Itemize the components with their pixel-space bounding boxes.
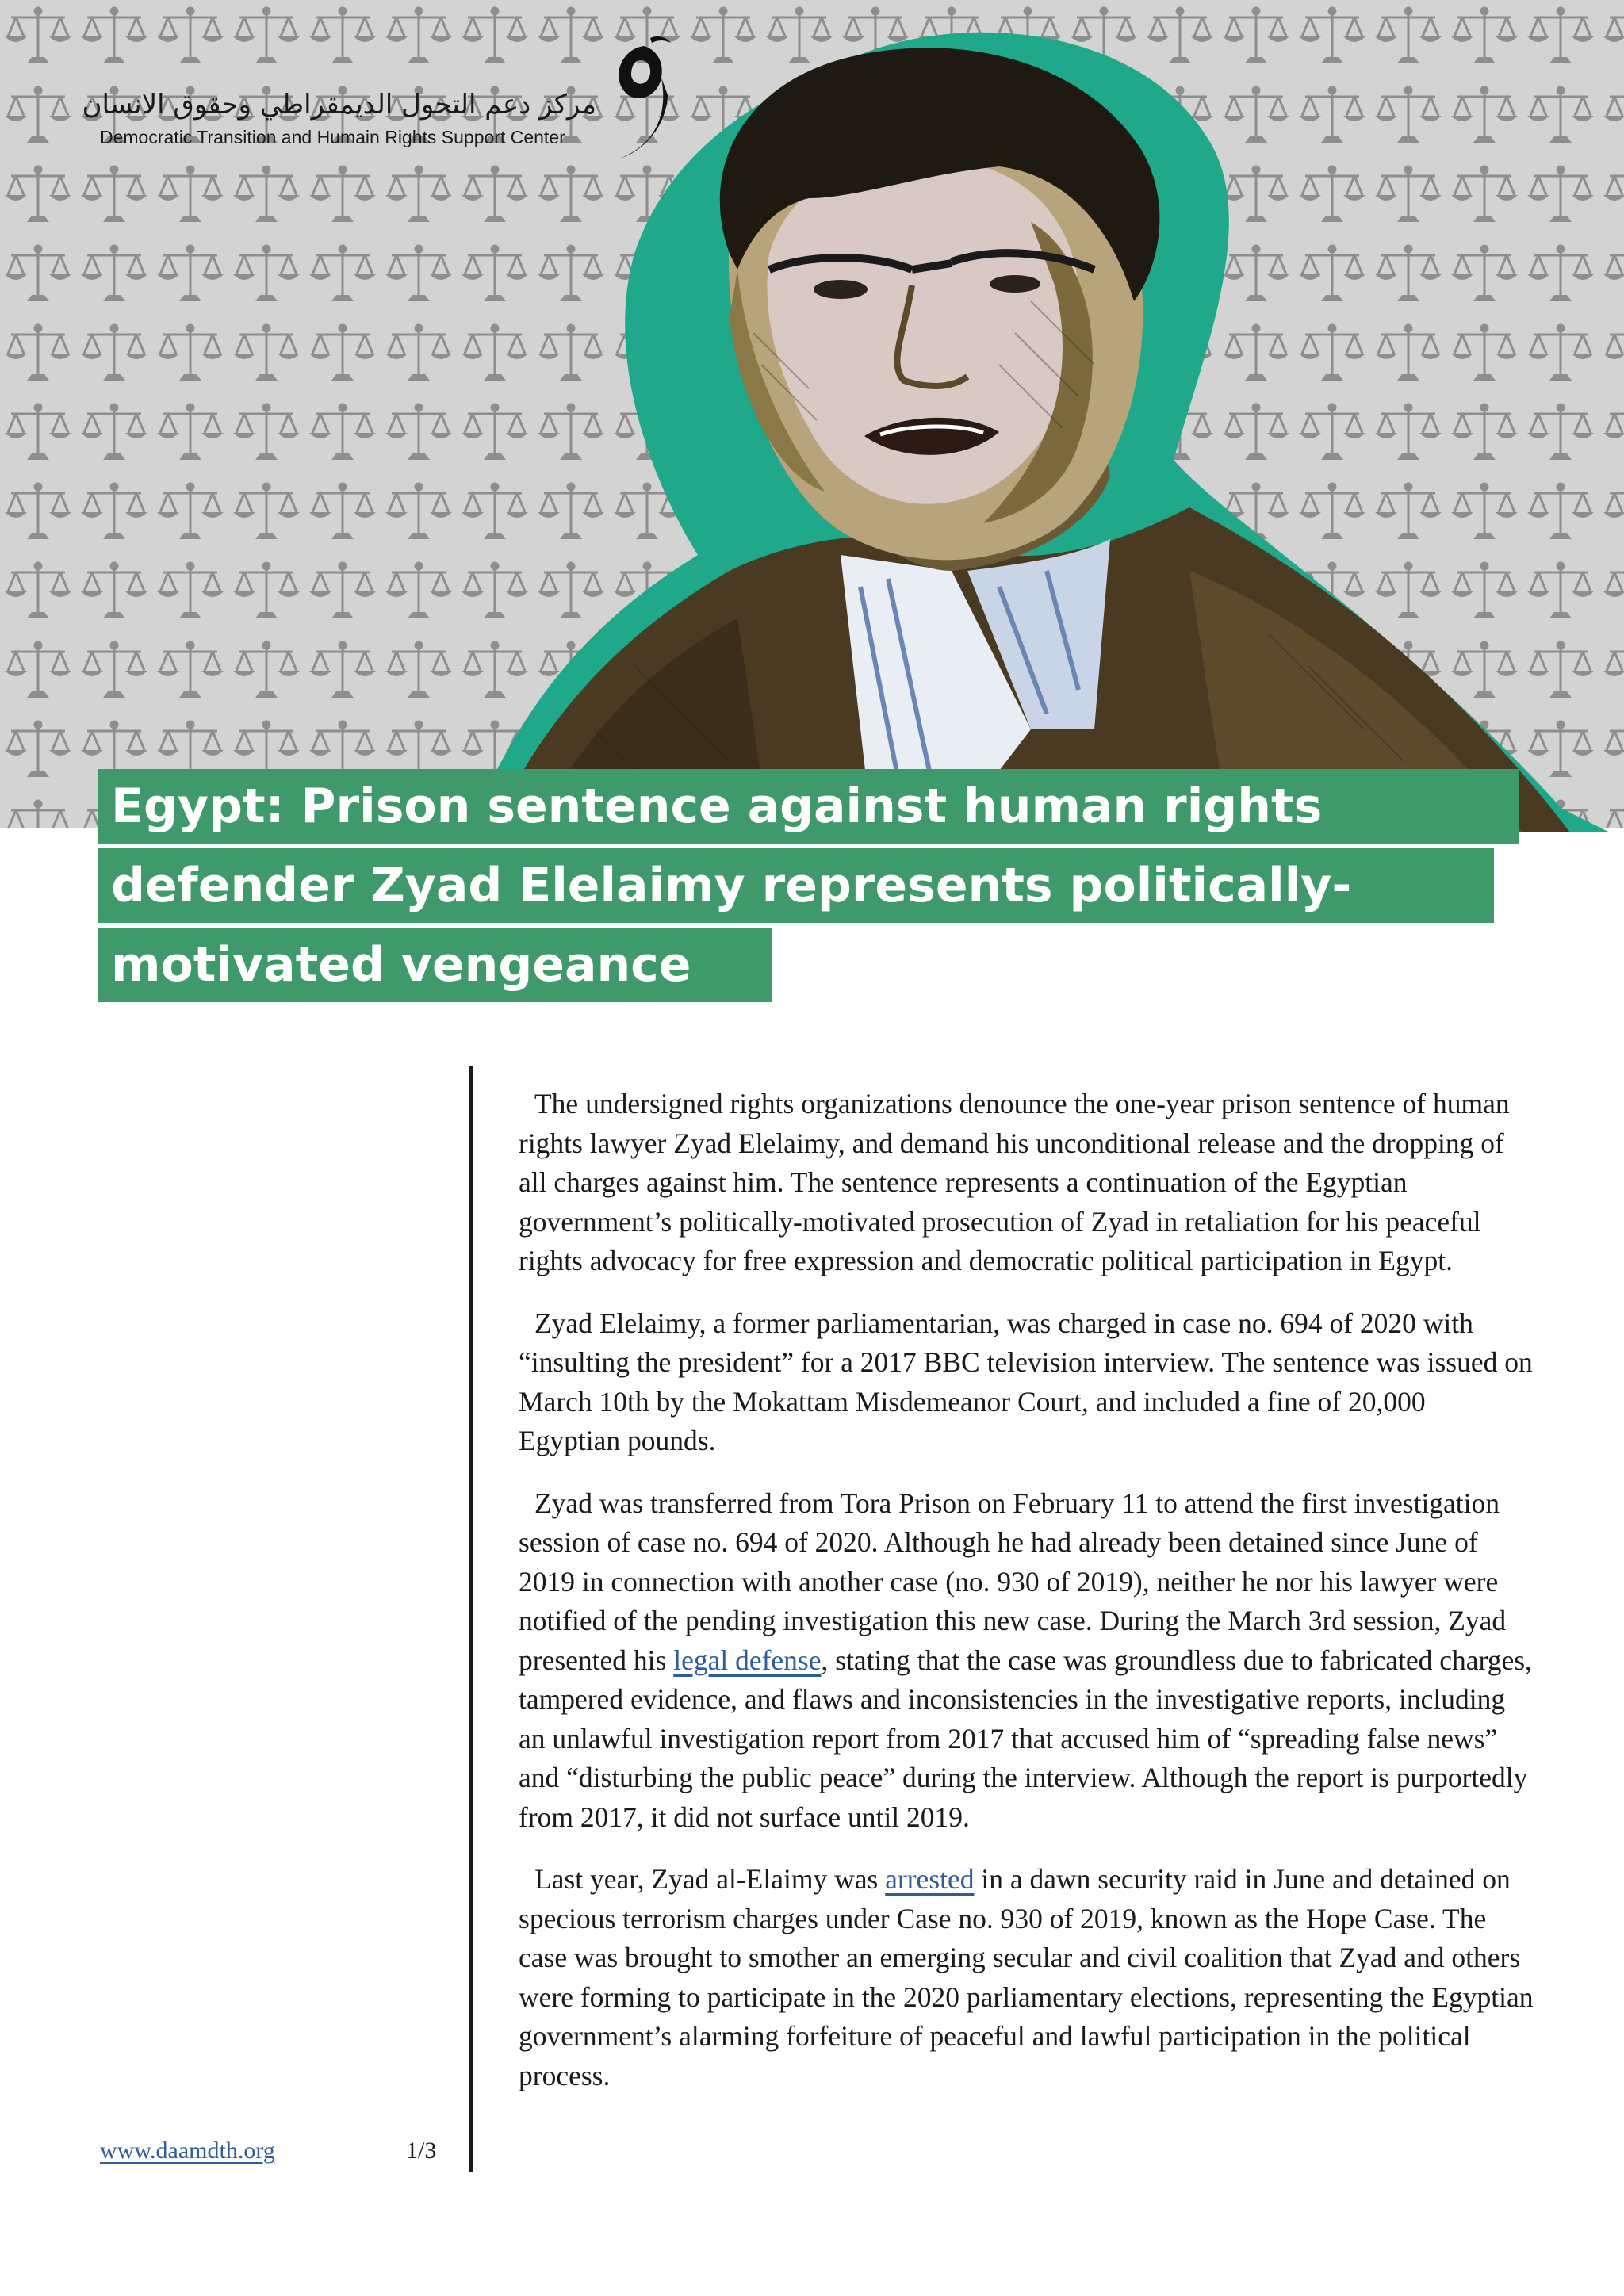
paragraph-3-text-a: Zyad was transferred from Tora Prison on February 11 to attend the first investigation session of case no. 694 of 2020. Although he had already been detained since June of 2019 in connection with another case (no. 930 of 2019), neither he nor his lawyer were notified of the pending investigation this new case. During the March 3rd session, Zyad presented his	[519, 1487, 1507, 1676]
paragraph-2: Zyad Elelaimy, a former parliamentarian, was charged in case no. 694 of 2020 with “insulting the president” for a 2017 BBC television interview. The sentence was issued on March 10th by the Mokattam Misdemeanor Court, and included a fine of 20,000 Egyptian pounds.	[519, 1307, 1533, 1456]
headline-line-1: Egypt: Prison sentence against human rights	[98, 769, 1519, 844]
logo-arabic-name: مركز دعم التحول الديمقراطي وحقوق الانسان	[82, 89, 596, 121]
page-number: 1/3	[406, 2137, 437, 2164]
headline-line-2: defender Zyad Elelaimy represents politically-	[98, 848, 1494, 923]
website-link[interactable]: www.daamdth.org	[100, 2137, 275, 2164]
logo-english-name: Democratic Transition and Humain Rights Support Center	[100, 127, 565, 147]
headline-line-3: motivated vengeance	[98, 928, 772, 1002]
paragraph-4	[519, 1860, 1534, 2095]
paragraph-4-text-b: in a dawn security raid in June and detained on specious terrorism charges under Case no. 930 of 2019, known as the Hope Case. The case was brought to smother an emerging secular and civil coalition that Zyad and others were forming to participate in the 2020 parliamentary elections, representing the Egyptian government’s alarming forfeiture of peaceful and lawful participation in the political process.	[519, 1863, 1534, 2091]
paragraph-1: The undersigned rights organizations denounce the one-year prison sentence of human rights lawyer Zyad Elelaimy, and demand his unconditional release and the dropping of all charges against him. The sentence represents a continuation of the Egyptian government’s politically-motivated prosecution of Zyad in retaliation for his peaceful rights advocacy for free expression and democratic political participation in Egypt.	[519, 1088, 1510, 1276]
paragraph-3-text-b: , stating that the case was groundless due to fabricated charges, tampered evidence, and flaws and inconsistencies in the investigative reports, including an unlawful investigation report from 2017 that accused him of “spreading false news” and “disturbing the public peace” during the interview. Although the report is purportedly from 2017, it did not surface until 2019.	[519, 1644, 1532, 1833]
paragraph-3	[519, 1484, 1534, 1838]
article-body	[519, 1085, 1534, 2118]
legal-defense-link[interactable]: legal defense	[673, 1644, 822, 1676]
arrested-link[interactable]: arrested	[885, 1863, 975, 1895]
paragraph-4-text-a: Last year, Zyad al-Elaimy was	[534, 1863, 886, 1895]
column-divider	[469, 1066, 473, 2172]
portrait-illustration	[396, 16, 1624, 832]
